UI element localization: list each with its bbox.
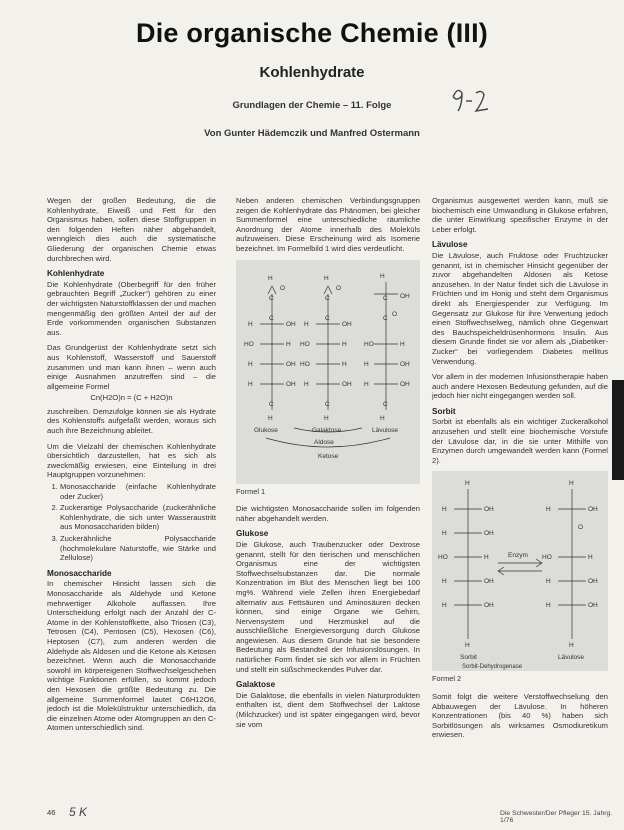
svg-text:C: C xyxy=(325,294,330,302)
fructose-label: Lävulose xyxy=(372,426,399,434)
heading-sorbit: Sorbit xyxy=(432,406,456,416)
svg-text:H: H xyxy=(248,380,253,388)
svg-text:HO: HO xyxy=(244,340,254,348)
sorbit-label: Sorbit xyxy=(460,654,477,662)
svg-text:O: O xyxy=(392,310,398,318)
svg-text:H: H xyxy=(465,642,470,650)
heading-glukose: Glukose xyxy=(236,529,269,539)
svg-text:H: H xyxy=(248,360,253,368)
svg-text:OH: OH xyxy=(484,506,494,514)
classification-list xyxy=(47,482,216,563)
svg-text:O: O xyxy=(280,284,286,292)
paragraph: zuschreiben. Demzufolge können sie als Hydrate des Kohlenstoffs aufgefaßt werden, woraus sich auch ihre Bezeichnung ableitet. xyxy=(47,406,216,436)
svg-text:HO: HO xyxy=(364,340,374,348)
heading-monosaccharide: Monosaccharide xyxy=(47,568,112,578)
svg-text:H: H xyxy=(364,380,369,388)
svg-text:OH: OH xyxy=(286,360,296,368)
journal-reference: Die Schwester/Der Pfleger 15. Jahrg. 1/76 xyxy=(500,810,613,824)
heading-laevulose: Lävulose xyxy=(432,240,468,250)
svg-text:C: C xyxy=(383,400,388,408)
svg-text:OH: OH xyxy=(588,506,598,514)
svg-text:H: H xyxy=(268,274,273,282)
paragraph: Organismus ausgewertet werden kann, muß sie biochemisch eine Umwandlung in Glukose erfahren, die unter Einwirkung spezifischer Enzyme in der Leber erfolgt. xyxy=(432,196,608,234)
svg-text:C: C xyxy=(325,400,330,408)
svg-text:H: H xyxy=(324,274,329,282)
sorbit-conversion-graphic xyxy=(432,471,608,671)
ketose-label: Ketose xyxy=(318,452,339,460)
svg-text:HO: HO xyxy=(438,554,448,562)
svg-text:H: H xyxy=(546,506,551,514)
list-item: 3. Zuckerähnliche Polysaccharide (hochmolekulare Naturstoffe, wie Stärke und Zellulose) xyxy=(60,534,216,563)
intro-paragraph: Wegen der großen Bedeutung, die die Kohlenhydrate, Eiweiß und Fett für den Organismus haben, sollen diese Stoffgruppen in den folgenden Heften näher abgehandelt, wenngleich dies auch die systematische Gliederung der organischen Chemie etwas durchbrechen wird. xyxy=(47,196,216,263)
svg-text:O: O xyxy=(578,524,584,532)
svg-text:H: H xyxy=(380,272,385,280)
paragraph: Das Grundgerüst der Kohlenhydrate setzt sich aus Kohlenstoff, Wasserstoff und Sauerstoff zusammen und man kann ihnen – wenn auch einige Ausnahmen anzutreffen sind – die allgemeine Formel xyxy=(47,343,216,391)
binding-edge-shadow xyxy=(612,380,624,480)
svg-text:OH: OH xyxy=(588,578,598,586)
svg-text:H: H xyxy=(442,602,447,610)
handwritten-page-mark-icon xyxy=(67,802,107,820)
svg-text:H: H xyxy=(324,414,329,422)
svg-text:OH: OH xyxy=(286,320,296,328)
svg-text:OH: OH xyxy=(400,380,410,388)
paragraph: Die Glukose, auch Traubenzucker oder Dextrose genannt, stellt für den tierischen und menschlichen Organismus eine der wichtigsten Stoffwechselsubstanzen dar. Die normale Konzentration im Blut des Menschen liegt bei 100 mg%. Während viele Zellen ihren Energiebedarf alternativ aus Fettsäuren und Aminosäuren decken können, sind einige Organe wie Gehirn, Nervensystem und Herzmuskel auf die ausschließliche Energieversorgung durch Glukose angewiesen. Aus diesem Grunde hat sie besondere Bedeutung als Bestandteil der Infusionslösungen. In natürlicher Form findet sie sich vor allem in Früchten und stellt ein süßschmeckendes Pulver dar. xyxy=(236,539,420,674)
authors-line: Von Gunter Hädemczik und Manfred Ostermann xyxy=(204,128,420,139)
svg-text:H: H xyxy=(442,578,447,586)
article-title: Die organische Chemie (III) xyxy=(136,18,488,48)
enzyme-label: Enzym xyxy=(508,552,528,560)
svg-text:H: H xyxy=(286,340,291,348)
page-note: 5 K xyxy=(69,805,88,819)
svg-text:C: C xyxy=(269,400,274,408)
svg-text:H: H xyxy=(304,320,309,328)
svg-text:H: H xyxy=(546,602,551,610)
handwritten-note-icon xyxy=(448,85,492,115)
svg-text:C: C xyxy=(383,314,388,322)
svg-text:H: H xyxy=(442,530,447,538)
paragraph: Um die Vielzahl der chemischen Kohlenhydrate übersichtlich darzustellen, hat es sich als zweckmäßig erwiesen, eine Einteilung in drei Hauptgruppen vorzunehmen: xyxy=(47,441,216,480)
svg-text:H: H xyxy=(342,360,347,368)
svg-text:OH: OH xyxy=(484,578,494,586)
aldose-label: Aldose xyxy=(314,438,334,446)
paragraph: Die wichtigsten Monosaccharide sollen im folgenden näher abgehandelt werden. xyxy=(236,504,420,523)
svg-text:C: C xyxy=(269,294,274,302)
article-subtitle: Kohlenhydrate xyxy=(259,64,365,81)
dehydrogenase-label: Sorbit-Dehydrogenase xyxy=(462,664,523,671)
svg-text:OH: OH xyxy=(400,292,410,300)
svg-text:HO: HO xyxy=(300,360,310,368)
svg-text:C: C xyxy=(383,294,388,302)
svg-text:H: H xyxy=(364,360,369,368)
page-number: 46 xyxy=(47,808,56,817)
series-line: Grundlagen der Chemie – 11. Folge xyxy=(232,100,392,111)
svg-text:H: H xyxy=(342,340,347,348)
svg-text:HO: HO xyxy=(300,340,310,348)
formula-2-figure xyxy=(432,471,608,671)
svg-text:H: H xyxy=(569,642,574,650)
heading-kohlenhydrate: Kohlenhydrate xyxy=(47,269,105,279)
svg-text:H: H xyxy=(588,554,593,562)
svg-text:H: H xyxy=(546,578,551,586)
svg-text:H: H xyxy=(569,480,574,488)
paragraph: Neben anderen chemischen Verbindungsgruppen zeigen die Kohlenhydrate das Phänomen, bei gleicher Summenformel eine unterschiedliche räumliche Anordnung der Atome innerhalb des Moleküls aufzuweisen. Diese Erscheinung wird als Isomerie bezeichnet. Im Formelbild 1 wird dies verdeutlicht. xyxy=(236,196,420,253)
svg-text:OH: OH xyxy=(342,380,352,388)
svg-text:OH: OH xyxy=(400,360,410,368)
svg-text:H: H xyxy=(442,506,447,514)
svg-text:OH: OH xyxy=(286,380,296,388)
svg-text:H: H xyxy=(484,554,489,562)
column-2 xyxy=(236,196,420,735)
list-item: 2. Zuckerartige Polysaccharide (zuckerähnliche Kohlenhydrate, die sich unter Wasseraustritt aus Monosacchariden bilden) xyxy=(60,503,216,532)
column-1 xyxy=(47,196,216,739)
paragraph: Die Galaktose, die ebenfalls in vielen Naturprodukten enthalten ist, dient dem Stoffwechsel der Laktose (Milchzucker) und ist später eingegangen wird, bevor sie vom xyxy=(236,690,420,729)
svg-text:OH: OH xyxy=(342,320,352,328)
svg-text:OH: OH xyxy=(484,530,494,538)
laevulose-label: Lävulose xyxy=(558,654,585,662)
svg-text:HO: HO xyxy=(542,554,552,562)
general-formula: Cn(H2O)n = (C + H2O)n xyxy=(90,393,173,403)
svg-text:C: C xyxy=(269,314,274,322)
paragraph: Sorbit ist ebenfalls als ein wichtiger Zuckeralkohol anzusehen und stellt eine biochemische Vorstufe der Lävulose dar, in die sie unter Mithilfe von Enzymen durch umgewandelt werden kann (Formel 2). xyxy=(432,417,608,465)
galactose-label: Galaktose xyxy=(312,426,342,434)
svg-text:H: H xyxy=(465,480,470,488)
paragraph: Die Lävulose, auch Fruktose oder Fruchtzucker genannt, ist in chemischer Hinsicht gegenüber der zuvor abgehandelten Aldosen als Ketose anzusehen. In der Natur findet sich die Lävulose in Früchten und im Honig und steht dem Organismus direkt als Energiespender zur Verfügung. Im Gegensatz zur Glukose für ihre Verwertung jedoch einen Stoffwechselweg, nämlich ohne Gegenwart des Bauchspeicheldrüsenhormons Insulin. Aus diesem Grunde findet sie vor allem als „Diabetiker-Zucker“ bei vorliegendem Diabetes mellitus Verwendung. xyxy=(432,250,608,366)
svg-text:O: O xyxy=(336,284,342,292)
glucose-label: Glukose xyxy=(254,426,278,434)
svg-text:H: H xyxy=(248,320,253,328)
formula-1-caption: Formel 1 xyxy=(236,486,266,496)
list-item: 1. Monosaccharide (einfache Kohlenhydrate oder Zucker) xyxy=(60,482,216,501)
svg-text:C: C xyxy=(325,314,330,322)
paragraph: Vor allem in der modernen Infusionstherapie haben auch andere Hexosen Bedeutung gefunden, auf die jedoch hier nicht eingegangen werden soll. xyxy=(432,372,608,401)
paragraph: Die Kohlenhydrate (Oberbegriff für den früher gebrauchten Begriff „Zucker“) gehören zu einer der wichtigsten Naturstoffklassen der und machen mengenmäßig den größten Anteil der auf der Erde vorkommenden organischen Substanzen aus. xyxy=(47,279,216,337)
svg-text:OH: OH xyxy=(484,602,494,610)
structural-formulas-graphic xyxy=(236,260,420,484)
formula-1-figure xyxy=(236,260,420,484)
formula-2-caption: Formel 2 xyxy=(432,674,462,684)
svg-text:OH: OH xyxy=(588,602,598,610)
svg-text:H: H xyxy=(268,414,273,422)
svg-text:H: H xyxy=(380,414,385,422)
column-3 xyxy=(432,196,608,746)
svg-text:H: H xyxy=(304,380,309,388)
paragraph: In chemischer Hinsicht lassen sich die Monosaccharide als Aldehyde und Ketone mehrwertiger Alkohole auffassen. Ihre Unterscheidung erfolgt nach der Anzahl der C-Atome in der Kohlenstoffkette, also Triosen (C3), Tetrosen (C4), Pentosen (C5), Hexosen (C6), Heptosen (C7), zum anderen werden die Aldehyde als Aldosen und die Ketone als Ketosen bezeichnet. Wenn auch die Monosaccharide sowohl im körpereigenen Stoffwechselgeschehen wichtige Funktionen erfüllen, so kommt jedoch den Hexosen die größte Bedeutung zu. Die allgemeine Summenformel lautet C6H12O6, jedoch ist die Molekülstruktur unterschiedlich, da die einzelnen Atome oder Atomgruppen an den C-Atomen unterschiedlich sind. xyxy=(47,579,216,733)
paragraph: Somit folgt die weitere Verstoffwechselung den Abbauwegen der Lävulose. In höheren Konzentrationen (bis 40 %) haben sich Sorbitlösungen als wirksames Osmodiuretikum erwiesen. xyxy=(432,692,608,740)
svg-text:H: H xyxy=(400,340,405,348)
heading-galaktose: Galaktose xyxy=(236,680,276,690)
